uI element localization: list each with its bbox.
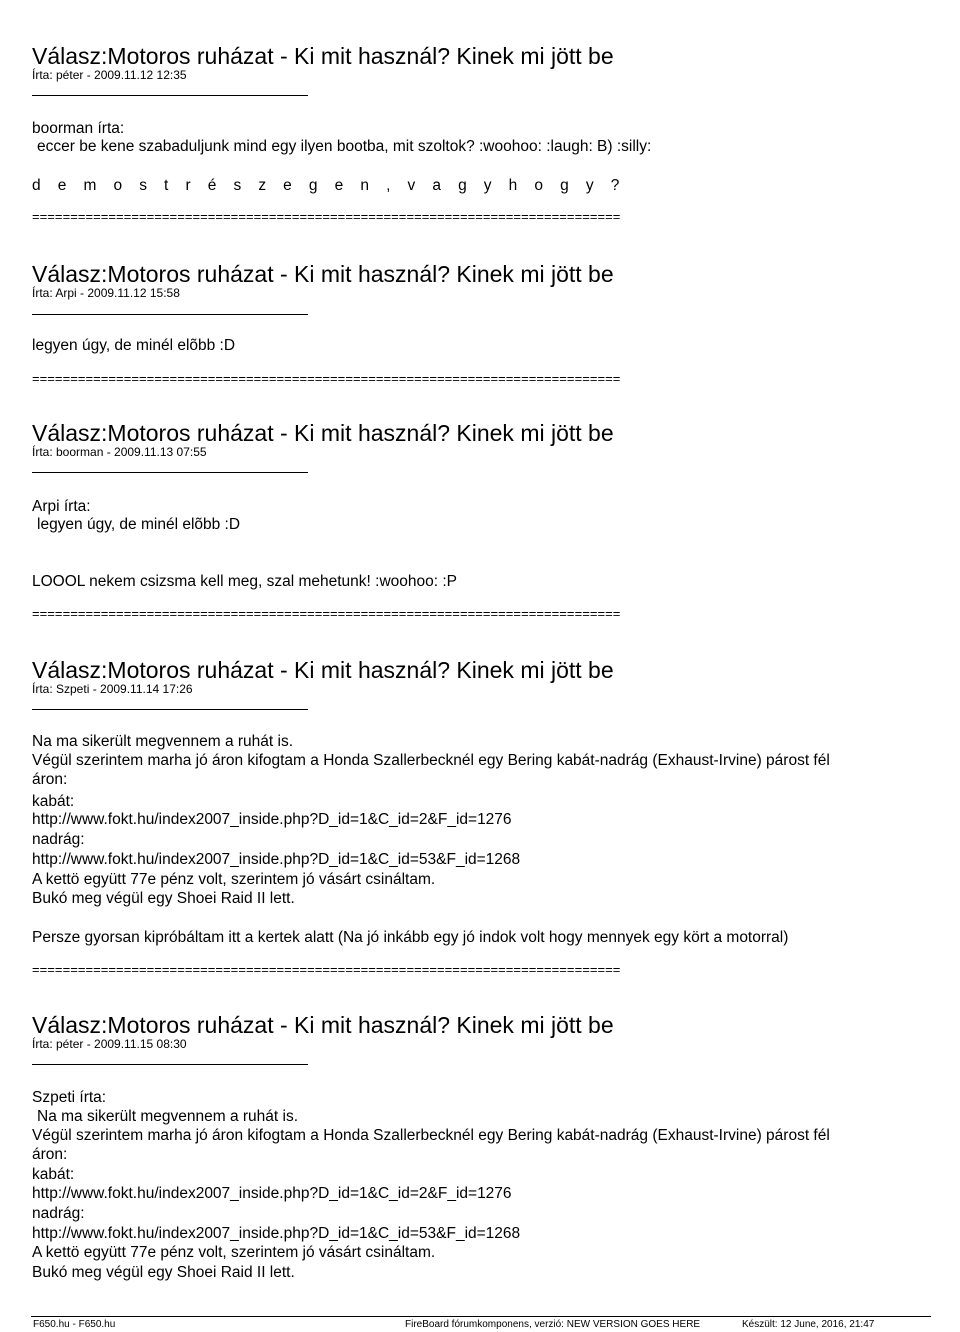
post-title: Válasz:Motoros ruházat - Ki mit használ? Kinek mi jött be (32, 420, 614, 446)
post-text: kabát: (32, 793, 75, 810)
post-text: Bukó meg végül egy Shoei Raid II lett. (32, 890, 295, 907)
separator: ============================================================================= (32, 962, 621, 977)
post-text: Na ma sikerült megvennem a ruhát is. (32, 733, 294, 750)
post-title: Válasz:Motoros ruházat - Ki mit használ? Kinek mi jött be (32, 43, 614, 69)
quote-author: Szpeti írta: (32, 1089, 107, 1106)
quote-text: Na ma sikerült megvennem a ruhát is. (37, 1108, 299, 1125)
post-text: nadrág: (32, 831, 85, 848)
post-text: d e m o s t r é s z e g e n , v a g y h o g y ? (32, 177, 623, 194)
quote-text: legyen úgy, de minél elõbb :D (37, 516, 241, 533)
quote-author: boorman írta: (32, 120, 125, 137)
quote-text: A kettö együtt 77e pénz volt, szerintem jó vásárt csináltam. (32, 1244, 436, 1261)
footer-generated: Készült: 12 June, 2016, 21:47 (742, 1319, 875, 1330)
post-title: Válasz:Motoros ruházat - Ki mit használ? Kinek mi jött be (32, 1012, 614, 1038)
post-meta: Írta: péter - 2009.11.12 12:35 (32, 68, 187, 82)
quote-text: Bukó meg végül egy Shoei Raid II lett. (32, 1264, 295, 1281)
post-divider (32, 709, 308, 710)
quote-text: eccer be kene szabaduljunk mind egy ilyen bootba, mit szoltok? :woohoo: :laugh: B) :silly: (37, 138, 652, 155)
separator: ============================================================================= (32, 606, 621, 621)
quote-text: Végül szerintem marha jó áron kifogtam a Honda Szallerbecknél egy Bering kabát-nadrág (Exhaust-Irvine) párost fél (32, 1127, 830, 1144)
post-meta: Írta: péter - 2009.11.15 08:30 (32, 1037, 187, 1051)
footer-rule (31, 1316, 931, 1317)
post-meta: Írta: Arpi - 2009.11.12 15:58 (32, 286, 180, 300)
post-divider (32, 95, 308, 96)
link-text: http://www.fokt.hu/index2007_inside.php?D_id=1&C_id=53&F_id=1268 (32, 1225, 521, 1242)
post-divider (32, 472, 308, 473)
separator: ============================================================================= (32, 371, 621, 386)
post-text: Persze gyorsan kipróbáltam itt a kertek alatt (Na jó inkább egy jó indok volt hogy mennyek egy kört a motorral) (32, 929, 789, 946)
quote-author: Arpi írta: (32, 498, 91, 515)
post-divider (32, 1064, 308, 1065)
post-text: Végül szerintem marha jó áron kifogtam a Honda Szallerbecknél egy Bering kabát-nadrág (Exhaust-Irvine) párost fél (32, 752, 830, 769)
post-meta: Írta: boorman - 2009.11.13 07:55 (32, 445, 207, 459)
separator: ============================================================================= (32, 209, 621, 224)
post-text: legyen úgy, de minél elõbb :D (32, 337, 236, 354)
post-title: Válasz:Motoros ruházat - Ki mit használ? Kinek mi jött be (32, 261, 614, 287)
post-text: A kettö együtt 77e pénz volt, szerintem jó vásárt csináltam. (32, 871, 436, 888)
quote-text: kabát: (32, 1166, 75, 1183)
quote-text: áron: (32, 1146, 68, 1163)
link-text: http://www.fokt.hu/index2007_inside.php?D_id=1&C_id=2&F_id=1276 (32, 811, 512, 828)
post-meta: Írta: Szpeti - 2009.11.14 17:26 (32, 682, 193, 696)
footer-component: FireBoard fórumkomponens, verzió: NEW VERSION GOES HERE (405, 1319, 701, 1330)
link-text: http://www.fokt.hu/index2007_inside.php?D_id=1&C_id=53&F_id=1268 (32, 851, 521, 868)
link-text: http://www.fokt.hu/index2007_inside.php?D_id=1&C_id=2&F_id=1276 (32, 1185, 512, 1202)
post-text: áron: (32, 771, 68, 788)
post-text: LOOOL nekem csizsma kell meg, szal mehetunk! :woohoo: :P (32, 573, 457, 590)
footer-site: F650.hu - F650.hu (33, 1319, 116, 1330)
post-title: Válasz:Motoros ruházat - Ki mit használ? Kinek mi jött be (32, 657, 614, 683)
post-divider (32, 314, 308, 315)
quote-text: nadrág: (32, 1205, 85, 1222)
